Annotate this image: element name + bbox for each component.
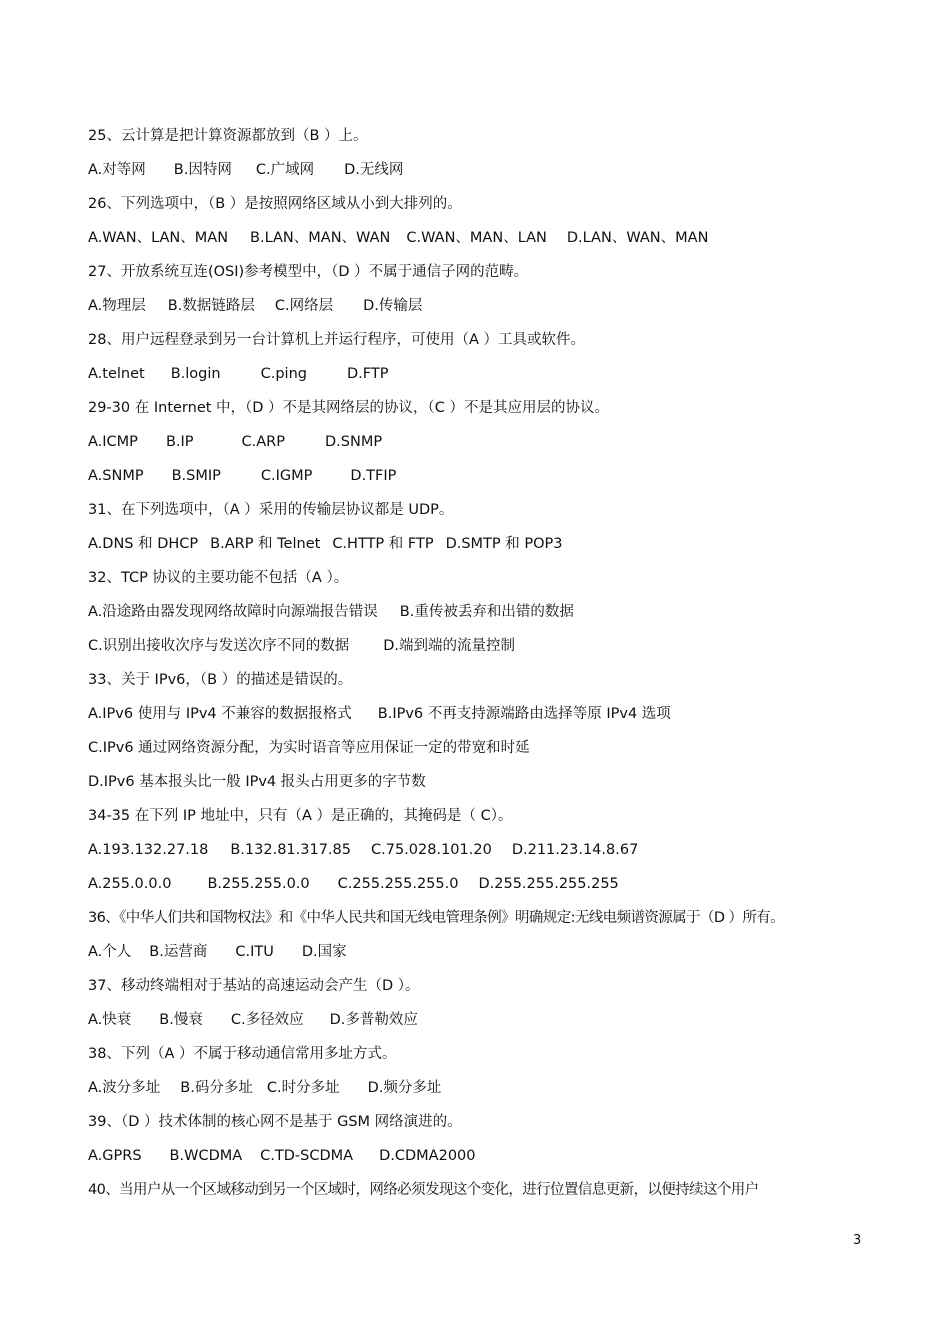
option-d: D.国家 — [301, 944, 347, 960]
question-stem: 40、当用户从一个区域移动到另一个区域时，网络必须发现这个变化，进行位置信息更新，以便持续这个用户 — [88, 1182, 759, 1198]
option-c: C.广域网 — [255, 162, 315, 178]
option-d: D.多普勒效应 — [329, 1012, 418, 1028]
option-b: B.运营商 — [149, 944, 208, 960]
option-a: A.沿途路由器发现网络故障时向源端报告错误 — [88, 604, 378, 620]
option-c: C.ITU — [235, 944, 274, 960]
question-options — [88, 157, 888, 191]
option-d: D.TFIP — [350, 468, 397, 484]
question-stem: 39、（D ）技术体制的核心网不是基于 GSM 网络演进的。 — [88, 1114, 462, 1130]
question-options — [88, 701, 888, 735]
question-stem: 37、移动终端相对于基站的高速运动会产生（D ）。 — [88, 978, 420, 994]
option-b: B.因特网 — [173, 162, 232, 178]
option-d: D.端到端的流量控制 — [383, 638, 516, 654]
option-d: D.FTP — [346, 366, 389, 382]
option-a: A.波分多址 — [88, 1080, 161, 1096]
question-stem: 27、开放系统互连(OSI)参考模型中，（D ）不属于通信子网的范畴。 — [88, 264, 529, 280]
option-a: A.telnet — [88, 366, 145, 382]
option-b: B.LAN、MAN、WAN — [250, 230, 391, 246]
question-options — [88, 633, 888, 667]
question-options — [88, 939, 888, 973]
option-c: C.IGMP — [260, 468, 313, 484]
option-c: C.IPv6 通过网络资源分配，为实时语音等应用保证一定的带宽和时延 — [88, 740, 530, 756]
option-c: C.HTTP 和 FTP — [332, 536, 434, 552]
option-d: D.IPv6 基本报头比一般 IPv4 报头占用更多的字节数 — [88, 774, 426, 790]
option-a: A.SNMP — [88, 468, 144, 484]
option-d: D.SNMP — [325, 434, 383, 450]
question-stem: 26、下列选项中，（B ）是按照网络区域从小到大排列的。 — [88, 196, 462, 212]
question-options — [88, 463, 888, 497]
option-b: B.重传被丢弃和出错的数据 — [399, 604, 574, 620]
option-d: D.255.255.255.255 — [478, 876, 619, 892]
question-stem: 32、TCP 协议的主要功能不包括（A ）。 — [88, 570, 349, 586]
option-c: C.多径效应 — [230, 1012, 304, 1028]
option-c: C.ARP — [241, 434, 285, 450]
option-a: A.GPRS — [88, 1148, 142, 1164]
question-options — [88, 599, 888, 633]
option-a: A.快衰 — [88, 1012, 132, 1028]
option-d: D.频分多址 — [367, 1080, 442, 1096]
page-number: 3 — [853, 1233, 862, 1248]
option-c: C.WAN、MAN、LAN — [406, 230, 547, 246]
question-options — [88, 1143, 888, 1177]
option-d: D.CDMA2000 — [379, 1148, 476, 1164]
option-a: A.DNS 和 DHCP — [88, 536, 199, 552]
option-a: A.对等网 — [88, 162, 146, 178]
question-options — [88, 225, 888, 259]
option-c: C.TD-SCDMA — [260, 1148, 354, 1164]
option-c: C.255.255.255.0 — [337, 876, 459, 892]
option-a: A.物理层 — [88, 298, 146, 314]
option-b: B.WCDMA — [169, 1148, 243, 1164]
option-c: C.75.028.101.20 — [371, 842, 492, 858]
option-c: C.时分多址 — [266, 1080, 340, 1096]
option-b: B.132.81.317.85 — [230, 842, 351, 858]
question-stem: 29-30 在 Internet 中，（D ）不是其网络层的协议，（C ）不是其应用层的协议。 — [88, 400, 610, 416]
option-a: A.个人 — [88, 944, 132, 960]
question-list — [88, 123, 888, 1211]
option-b: B.IP — [165, 434, 194, 450]
option-b: B.ARP 和 Telnet — [210, 536, 321, 552]
question-stem: 33、关于 IPv6，（B ）的描述是错误的。 — [88, 672, 353, 688]
option-c: C.ping — [260, 366, 307, 382]
question-options — [88, 1007, 888, 1041]
question-stem: 31、在下列选项中，（A ）采用的传输层协议都是 UDP。 — [88, 502, 454, 518]
question-stem: 34-35 在下列 IP 地址中，只有（A ）是正确的，其掩码是（ C）。 — [88, 808, 513, 824]
option-d: D.SMTP 和 POP3 — [445, 536, 563, 552]
option-a: A.IPv6 使用与 IPv4 不兼容的数据报格式 — [88, 706, 352, 722]
option-a: A.ICMP — [88, 434, 138, 450]
question-options — [88, 361, 888, 395]
option-d: D.211.23.14.8.67 — [511, 842, 639, 858]
option-c: C.网络层 — [274, 298, 334, 314]
option-b: B.数据链路层 — [167, 298, 255, 314]
option-b: B.IPv6 不再支持源端路由选择等原 IPv4 选项 — [377, 706, 671, 722]
question-options — [88, 837, 888, 871]
question-options — [88, 871, 888, 905]
option-d: D.传输层 — [363, 298, 423, 314]
question-options — [88, 429, 888, 463]
question-options — [88, 293, 888, 327]
option-b: B.login — [170, 366, 221, 382]
option-a: A.193.132.27.18 — [88, 842, 209, 858]
option-b: B.码分多址 — [180, 1080, 253, 1096]
option-a: A.WAN、LAN、MAN — [88, 230, 229, 246]
question-stem: 25、云计算是把计算资源都放到（B ）上。 — [88, 128, 368, 144]
option-c: C.识别出接收次序与发送次序不同的数据 — [88, 638, 350, 654]
option-d: D.LAN、WAN、MAN — [566, 230, 709, 246]
question-options — [88, 1075, 888, 1109]
question-stem: 28、用户远程登录到另一台计算机上并运行程序，可使用（A ）工具或软件。 — [88, 332, 585, 348]
option-b: B.SMIP — [171, 468, 221, 484]
question-options — [88, 531, 888, 565]
question-stem: 36、《中华人们共和国物权法》和《中华人民共和国无线电管理条例》明确规定:无线电频谱资源属于（D ）所有。 — [88, 910, 785, 926]
option-b: B.255.255.0.0 — [207, 876, 310, 892]
option-d: D.无线网 — [344, 162, 404, 178]
question-stem: 38、下列（A ）不属于移动通信常用多址方式。 — [88, 1046, 397, 1062]
option-b: B.慢衰 — [159, 1012, 203, 1028]
option-a: A.255.0.0.0 — [88, 876, 172, 892]
